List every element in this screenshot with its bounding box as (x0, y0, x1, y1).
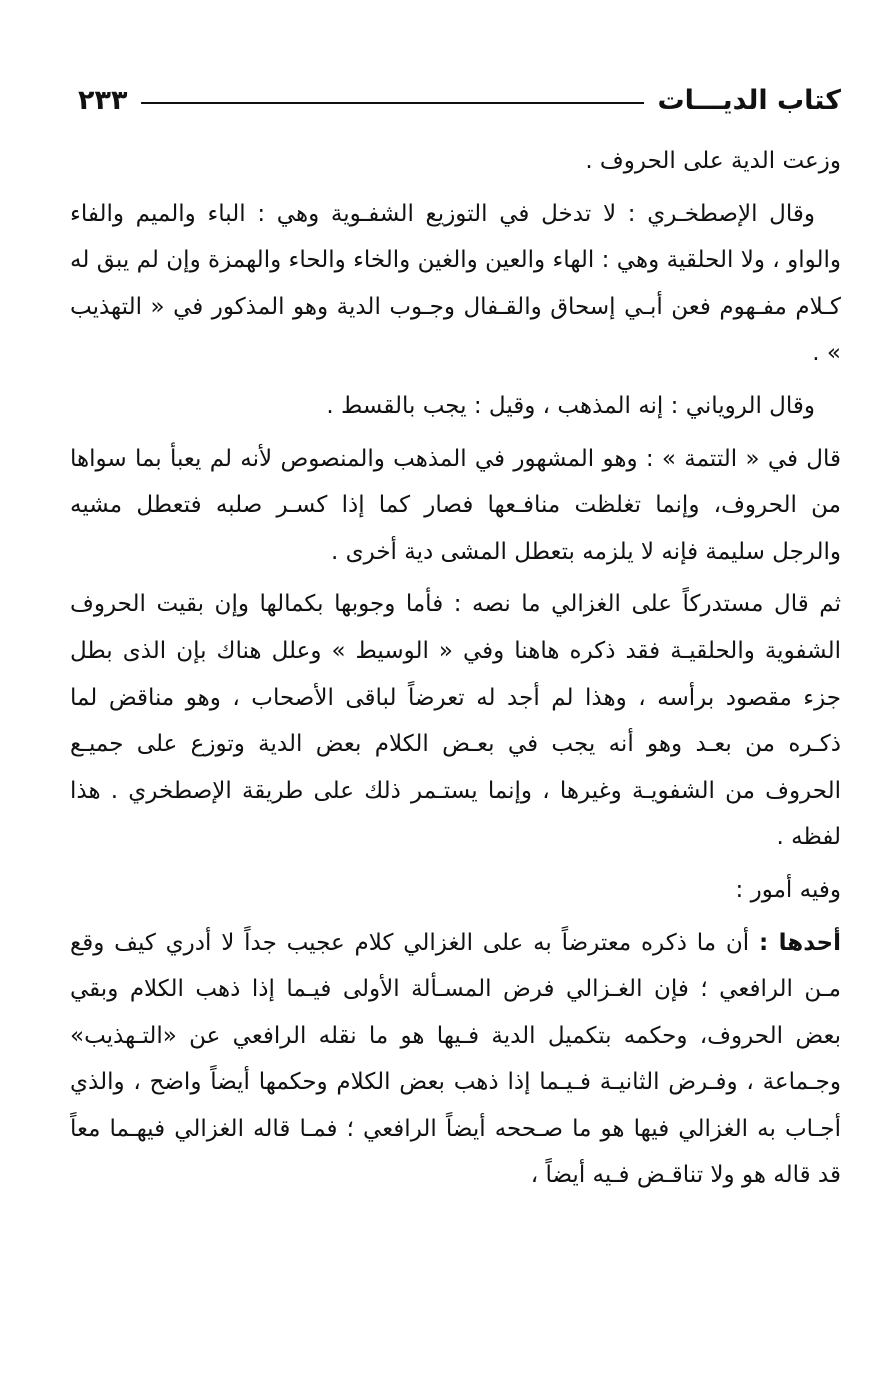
header-rule (141, 102, 643, 104)
paragraph-text: وقال الروياني : إنه المذهب ، وقيل : يجب بالقسط . (326, 392, 815, 419)
paragraph-text: ثم قال مستدركاً على الغزالي ما نصه : فأما وجوبها بكمالها وإن بقيت الحروف الشفوية والحلقيـة فقد ذكره هاهنا وفي « الوسيط » وعلل هناك بإن الذى بطل جزء مقصود برأسه ، وهذا لم أجد له تعرضاً لباقى الأصحاب ، وهو مناقض لما ذكـره من بعـد وهو أنه يجب في بعـض الكلام بعض الدية وتوزع على جميـع الحروف من الشفويـة وغيرها ، وإنما يستـمر ذلك على طريقة الإصطخري . هذا لفظه . (70, 591, 841, 851)
running-header (78, 80, 841, 120)
paragraph (70, 436, 841, 576)
paragraph-text: وزعت الدية على الحروف . (585, 148, 841, 174)
body-text (70, 138, 841, 1205)
paragraph (70, 383, 841, 430)
paragraph-text: قال في « التتمة » : وهو المشهور في المذهب والمنصوص لأنه لم يعبأ بما سواها من الحروف، وإنما تغلظت منافـعها فصار كما إذا كسـر صلبه فتعطل مشيه والرجل سليمة فإنه لا يلزمه بتعطل المشى دية أخرى . (70, 445, 841, 565)
page-number: ٢٣٣ (78, 84, 128, 116)
paragraph-text: وفيه أمور : (735, 876, 841, 903)
paragraph (70, 867, 841, 914)
paragraph (70, 581, 841, 861)
paragraph-text: وقال الإصطخـري : لا تدخل في التوزيع الشفـوية وهي : الباء والميم والفاء والواو ، ولا الحلقية وهي : الهاء والعين والغين والخاء والحاء والهمزة وإن لم يبق له كـلام مفـهوم فعن أبـي إسحاق والقـفال وجـوب الدية وهو المذكور في « التهذيب » . (70, 200, 841, 367)
paragraph-text: أن ما ذكره معترضاً به على الغزالي كلام عجيب جداً لا أدري كيف وقع مـن الرافعي ؛ فإن الغـزالي فرض المسـألة الأولى فيـما إذا ذهب الكلام وبقي بعض الحروف، وحكمه بتكميل الدية فـيها هو ما نقله الرافعي عن «التـهذيب» وجـماعة ، وفـرض الثانيـة فـيـما إذا ذهب بعض الكلام وحكمها أيضاً واضح ، والذي أجـاب به الغزالي فيها هو ما صـححه أيضاً الرافعي ؛ فمـا قاله الغزالي فيهـما معاً قد قاله هو ولا تناقـض فـيه أيضاً ، (70, 929, 841, 1189)
paragraph (70, 138, 841, 185)
paragraph (70, 191, 841, 377)
paragraph (70, 920, 841, 1200)
paragraph-lead: أحدها : (758, 929, 841, 956)
book-title: كتاب الديـــات (657, 84, 841, 116)
